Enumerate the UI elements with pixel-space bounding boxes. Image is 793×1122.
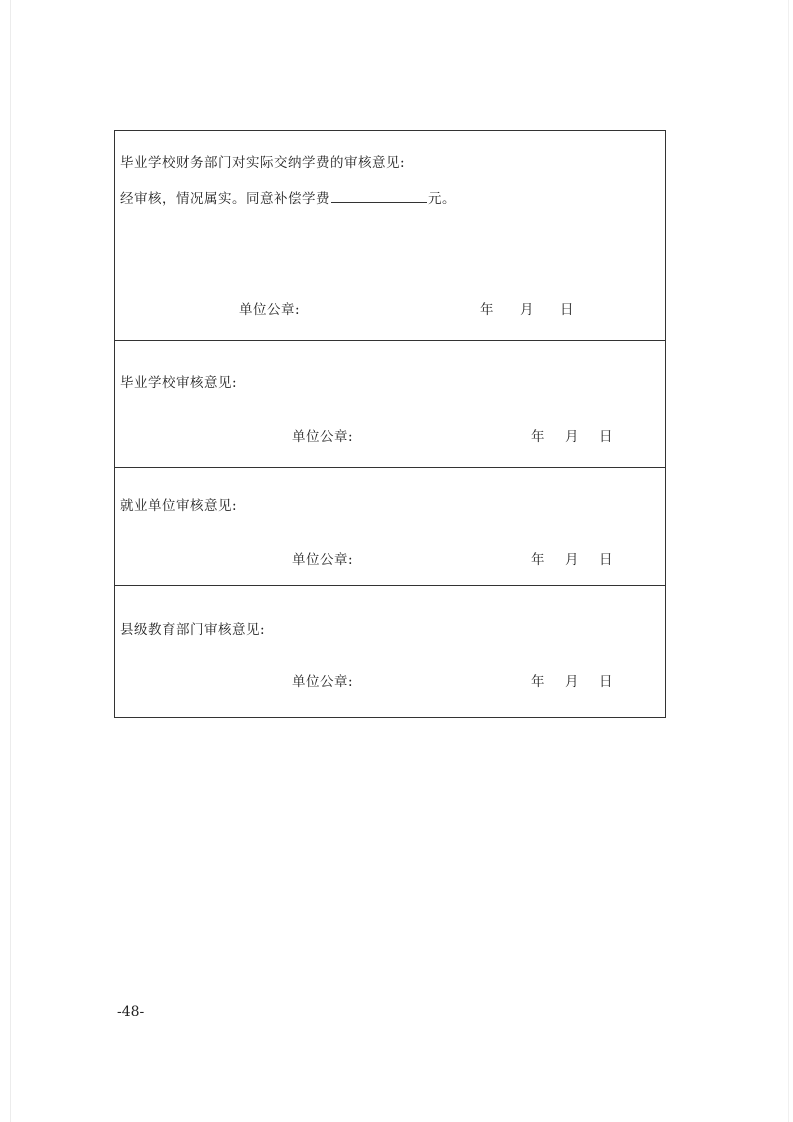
scan-edge-left [10, 0, 11, 1122]
school-review-heading: 毕业学校审核意见: [120, 375, 238, 391]
education-date-day: 日 [599, 674, 613, 690]
education-seal-label: 单位公章: [292, 674, 354, 690]
employer-review-section [115, 468, 665, 586]
education-review-section [115, 586, 665, 719]
education-review-heading: 县级教育部门审核意见: [120, 622, 266, 638]
school-date-day: 日 [599, 429, 613, 445]
finance-review-statement [120, 187, 456, 207]
amount-blank[interactable] [331, 190, 427, 203]
school-review-section [115, 341, 665, 468]
school-date-month: 月 [565, 429, 579, 445]
scan-edge-right [788, 0, 789, 1122]
employer-date-year: 年 [531, 552, 545, 568]
finance-date-day: 日 [560, 302, 574, 318]
finance-review-section [115, 131, 665, 341]
employer-review-heading: 就业单位审核意见: [120, 498, 238, 514]
statement-text: 经审核，情况属实。同意补偿学费 [120, 191, 330, 207]
statement-unit: 元。 [428, 191, 456, 207]
finance-seal-label: 单位公章: [239, 302, 301, 318]
page-number: -48- [117, 1004, 145, 1020]
employer-date-day: 日 [599, 552, 613, 568]
school-date-year: 年 [531, 429, 545, 445]
employer-date-month: 月 [565, 552, 579, 568]
school-seal-label: 单位公章: [292, 429, 354, 445]
finance-date-year: 年 [480, 302, 494, 318]
review-form-table [114, 130, 666, 718]
finance-review-heading: 毕业学校财务部门对实际交纳学费的审核意见: [120, 155, 406, 171]
finance-date-month: 月 [520, 302, 534, 318]
employer-seal-label: 单位公章: [292, 552, 354, 568]
education-date-month: 月 [565, 674, 579, 690]
education-date-year: 年 [531, 674, 545, 690]
